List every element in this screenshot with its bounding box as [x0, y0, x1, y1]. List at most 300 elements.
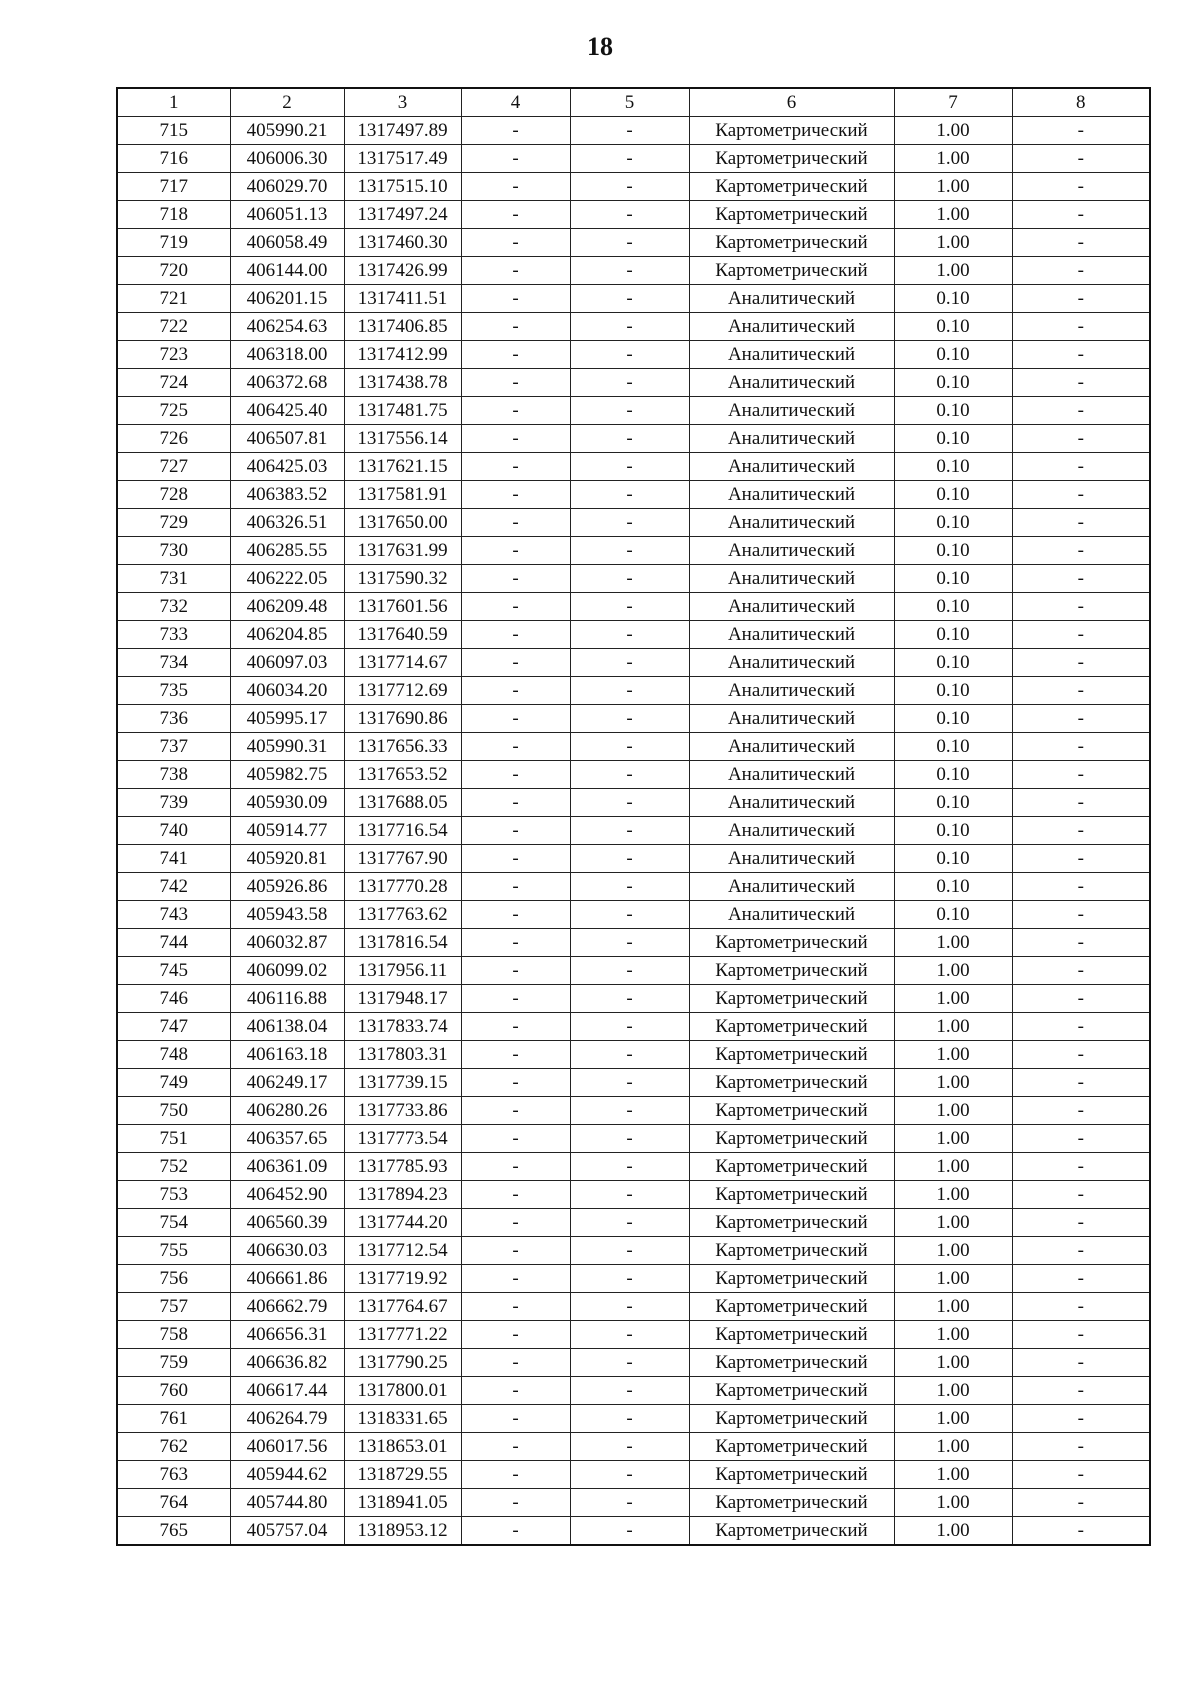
table-row — [117, 1321, 1150, 1349]
method-cell: Аналитический — [689, 817, 894, 845]
col4-cell: - — [461, 201, 570, 229]
x-coordinate-cell: 406099.02 — [230, 957, 344, 985]
col8-cell: - — [1012, 1265, 1150, 1293]
y-coordinate-cell: 1317767.90 — [344, 845, 461, 873]
x-coordinate-cell: 406058.49 — [230, 229, 344, 257]
method-cell: Картометрический — [689, 1181, 894, 1209]
point-number-cell: 729 — [117, 509, 230, 537]
col5-cell: - — [570, 397, 689, 425]
col5-cell: - — [570, 1013, 689, 1041]
col8-cell: - — [1012, 313, 1150, 341]
col8-cell: - — [1012, 901, 1150, 929]
method-cell: Картометрический — [689, 145, 894, 173]
table-row — [117, 761, 1150, 789]
table-row — [117, 1181, 1150, 1209]
y-coordinate-cell: 1317411.51 — [344, 285, 461, 313]
col4-cell: - — [461, 481, 570, 509]
x-coordinate-cell: 406034.20 — [230, 677, 344, 705]
col8-cell: - — [1012, 1461, 1150, 1489]
point-number-cell: 739 — [117, 789, 230, 817]
accuracy-cell: 0.10 — [894, 397, 1012, 425]
x-coordinate-cell: 405995.17 — [230, 705, 344, 733]
y-coordinate-cell: 1317517.49 — [344, 145, 461, 173]
col8-cell: - — [1012, 593, 1150, 621]
method-cell: Аналитический — [689, 733, 894, 761]
col4-cell: - — [461, 1321, 570, 1349]
point-number-cell: 764 — [117, 1489, 230, 1517]
col4-cell: - — [461, 1153, 570, 1181]
point-number-cell: 742 — [117, 873, 230, 901]
col5-cell: - — [570, 1265, 689, 1293]
col4-cell: - — [461, 369, 570, 397]
col4-cell: - — [461, 1181, 570, 1209]
col8-cell: - — [1012, 565, 1150, 593]
x-coordinate-cell: 406425.03 — [230, 453, 344, 481]
y-coordinate-cell: 1318953.12 — [344, 1517, 461, 1546]
method-cell: Картометрический — [689, 1377, 894, 1405]
col5-cell: - — [570, 733, 689, 761]
col4-cell: - — [461, 1461, 570, 1489]
x-coordinate-cell: 406204.85 — [230, 621, 344, 649]
col4-cell: - — [461, 1265, 570, 1293]
table-row — [117, 929, 1150, 957]
table-row — [117, 873, 1150, 901]
y-coordinate-cell: 1317481.75 — [344, 397, 461, 425]
point-number-cell: 727 — [117, 453, 230, 481]
table-row — [117, 285, 1150, 313]
method-cell: Картометрический — [689, 1265, 894, 1293]
point-number-cell: 723 — [117, 341, 230, 369]
x-coordinate-cell: 406138.04 — [230, 1013, 344, 1041]
col4-cell: - — [461, 873, 570, 901]
col5-cell: - — [570, 1125, 689, 1153]
col4-cell: - — [461, 425, 570, 453]
point-number-cell: 738 — [117, 761, 230, 789]
y-coordinate-cell: 1317650.00 — [344, 509, 461, 537]
table-row — [117, 1377, 1150, 1405]
col8-cell: - — [1012, 453, 1150, 481]
y-coordinate-cell: 1317764.67 — [344, 1293, 461, 1321]
col8-cell: - — [1012, 285, 1150, 313]
point-number-cell: 759 — [117, 1349, 230, 1377]
col8-cell: - — [1012, 1013, 1150, 1041]
col4-cell: - — [461, 901, 570, 929]
point-number-cell: 746 — [117, 985, 230, 1013]
point-number-cell: 722 — [117, 313, 230, 341]
point-number-cell: 745 — [117, 957, 230, 985]
method-cell: Аналитический — [689, 425, 894, 453]
col5-cell: - — [570, 313, 689, 341]
y-coordinate-cell: 1317773.54 — [344, 1125, 461, 1153]
point-number-cell: 741 — [117, 845, 230, 873]
method-cell: Аналитический — [689, 313, 894, 341]
col8-cell: - — [1012, 397, 1150, 425]
point-number-cell: 743 — [117, 901, 230, 929]
y-coordinate-cell: 1317688.05 — [344, 789, 461, 817]
col5-cell: - — [570, 1069, 689, 1097]
column-header-6: 6 — [689, 88, 894, 117]
column-header-5: 5 — [570, 88, 689, 117]
col5-cell: - — [570, 649, 689, 677]
col5-cell: - — [570, 1433, 689, 1461]
method-cell: Аналитический — [689, 901, 894, 929]
accuracy-cell: 0.10 — [894, 761, 1012, 789]
col8-cell: - — [1012, 649, 1150, 677]
col5-cell: - — [570, 285, 689, 313]
col4-cell: - — [461, 285, 570, 313]
x-coordinate-cell: 405990.31 — [230, 733, 344, 761]
accuracy-cell: 1.00 — [894, 957, 1012, 985]
table-row — [117, 537, 1150, 565]
x-coordinate-cell: 406163.18 — [230, 1041, 344, 1069]
col4-cell: - — [461, 677, 570, 705]
column-header-1: 1 — [117, 88, 230, 117]
accuracy-cell: 0.10 — [894, 845, 1012, 873]
table-row — [117, 705, 1150, 733]
method-cell: Картометрический — [689, 957, 894, 985]
y-coordinate-cell: 1317601.56 — [344, 593, 461, 621]
col5-cell: - — [570, 845, 689, 873]
point-number-cell: 752 — [117, 1153, 230, 1181]
point-number-cell: 718 — [117, 201, 230, 229]
method-cell: Картометрический — [689, 1069, 894, 1097]
point-number-cell: 720 — [117, 257, 230, 285]
table-row — [117, 1237, 1150, 1265]
y-coordinate-cell: 1317719.92 — [344, 1265, 461, 1293]
point-number-cell: 725 — [117, 397, 230, 425]
table-row — [117, 565, 1150, 593]
col5-cell: - — [570, 1321, 689, 1349]
method-cell: Картометрический — [689, 1517, 894, 1546]
method-cell: Картометрический — [689, 1405, 894, 1433]
x-coordinate-cell: 406361.09 — [230, 1153, 344, 1181]
y-coordinate-cell: 1317590.32 — [344, 565, 461, 593]
col5-cell: - — [570, 1097, 689, 1125]
col4-cell: - — [461, 313, 570, 341]
method-cell: Аналитический — [689, 649, 894, 677]
x-coordinate-cell: 405920.81 — [230, 845, 344, 873]
col4-cell: - — [461, 397, 570, 425]
point-number-cell: 733 — [117, 621, 230, 649]
col8-cell: - — [1012, 789, 1150, 817]
accuracy-cell: 0.10 — [894, 621, 1012, 649]
method-cell: Картометрический — [689, 1097, 894, 1125]
table-row — [117, 985, 1150, 1013]
y-coordinate-cell: 1318729.55 — [344, 1461, 461, 1489]
col4-cell: - — [461, 929, 570, 957]
method-cell: Аналитический — [689, 677, 894, 705]
col8-cell: - — [1012, 1097, 1150, 1125]
col8-cell: - — [1012, 341, 1150, 369]
col5-cell: - — [570, 901, 689, 929]
method-cell: Аналитический — [689, 285, 894, 313]
accuracy-cell: 1.00 — [894, 173, 1012, 201]
method-cell: Картометрический — [689, 1125, 894, 1153]
col8-cell: - — [1012, 817, 1150, 845]
x-coordinate-cell: 405757.04 — [230, 1517, 344, 1546]
y-coordinate-cell: 1317785.93 — [344, 1153, 461, 1181]
method-cell: Картометрический — [689, 1153, 894, 1181]
col4-cell: - — [461, 593, 570, 621]
y-coordinate-cell: 1317712.54 — [344, 1237, 461, 1265]
table-row — [117, 677, 1150, 705]
col5-cell: - — [570, 481, 689, 509]
table-row — [117, 817, 1150, 845]
x-coordinate-cell: 405930.09 — [230, 789, 344, 817]
y-coordinate-cell: 1317733.86 — [344, 1097, 461, 1125]
column-header-7: 7 — [894, 88, 1012, 117]
point-number-cell: 750 — [117, 1097, 230, 1125]
accuracy-cell: 1.00 — [894, 1321, 1012, 1349]
table-row — [117, 1209, 1150, 1237]
point-number-cell: 756 — [117, 1265, 230, 1293]
accuracy-cell: 0.10 — [894, 453, 1012, 481]
x-coordinate-cell: 406318.00 — [230, 341, 344, 369]
table-row — [117, 845, 1150, 873]
method-cell: Аналитический — [689, 481, 894, 509]
col5-cell: - — [570, 453, 689, 481]
col8-cell: - — [1012, 1433, 1150, 1461]
point-number-cell: 735 — [117, 677, 230, 705]
y-coordinate-cell: 1317497.89 — [344, 117, 461, 145]
method-cell: Картометрический — [689, 1433, 894, 1461]
col8-cell: - — [1012, 481, 1150, 509]
accuracy-cell: 0.10 — [894, 565, 1012, 593]
col8-cell: - — [1012, 509, 1150, 537]
col8-cell: - — [1012, 873, 1150, 901]
col4-cell: - — [461, 117, 570, 145]
y-coordinate-cell: 1317656.33 — [344, 733, 461, 761]
y-coordinate-cell: 1317770.28 — [344, 873, 461, 901]
col8-cell: - — [1012, 677, 1150, 705]
col5-cell: - — [570, 985, 689, 1013]
col8-cell: - — [1012, 705, 1150, 733]
y-coordinate-cell: 1317714.67 — [344, 649, 461, 677]
x-coordinate-cell: 405926.86 — [230, 873, 344, 901]
col4-cell: - — [461, 145, 570, 173]
x-coordinate-cell: 406285.55 — [230, 537, 344, 565]
col5-cell: - — [570, 117, 689, 145]
point-number-cell: 719 — [117, 229, 230, 257]
x-coordinate-cell: 406097.03 — [230, 649, 344, 677]
col4-cell: - — [461, 1069, 570, 1097]
col5-cell: - — [570, 789, 689, 817]
method-cell: Аналитический — [689, 761, 894, 789]
x-coordinate-cell: 406383.52 — [230, 481, 344, 509]
y-coordinate-cell: 1317763.62 — [344, 901, 461, 929]
col8-cell: - — [1012, 1405, 1150, 1433]
point-number-cell: 731 — [117, 565, 230, 593]
x-coordinate-cell: 406051.13 — [230, 201, 344, 229]
accuracy-cell: 1.00 — [894, 201, 1012, 229]
x-coordinate-cell: 406662.79 — [230, 1293, 344, 1321]
column-header-4: 4 — [461, 88, 570, 117]
method-cell: Аналитический — [689, 341, 894, 369]
y-coordinate-cell: 1317406.85 — [344, 313, 461, 341]
table-row — [117, 313, 1150, 341]
col4-cell: - — [461, 453, 570, 481]
col8-cell: - — [1012, 229, 1150, 257]
table-row — [117, 733, 1150, 761]
point-number-cell: 747 — [117, 1013, 230, 1041]
col4-cell: - — [461, 733, 570, 761]
table-row — [117, 957, 1150, 985]
y-coordinate-cell: 1317956.11 — [344, 957, 461, 985]
table-row — [117, 1517, 1150, 1546]
table-row — [117, 1041, 1150, 1069]
accuracy-cell: 1.00 — [894, 1153, 1012, 1181]
col5-cell: - — [570, 1181, 689, 1209]
method-cell: Картометрический — [689, 1013, 894, 1041]
col5-cell: - — [570, 1349, 689, 1377]
y-coordinate-cell: 1317948.17 — [344, 985, 461, 1013]
point-number-cell: 716 — [117, 145, 230, 173]
method-cell: Аналитический — [689, 453, 894, 481]
col8-cell: - — [1012, 1181, 1150, 1209]
x-coordinate-cell: 405990.21 — [230, 117, 344, 145]
accuracy-cell: 1.00 — [894, 1237, 1012, 1265]
col4-cell: - — [461, 621, 570, 649]
col8-cell: - — [1012, 929, 1150, 957]
point-number-cell: 755 — [117, 1237, 230, 1265]
col5-cell: - — [570, 1489, 689, 1517]
point-number-cell: 751 — [117, 1125, 230, 1153]
col4-cell: - — [461, 1349, 570, 1377]
x-coordinate-cell: 406630.03 — [230, 1237, 344, 1265]
accuracy-cell: 1.00 — [894, 1013, 1012, 1041]
table-row — [117, 1293, 1150, 1321]
accuracy-cell: 0.10 — [894, 789, 1012, 817]
col8-cell: - — [1012, 537, 1150, 565]
col4-cell: - — [461, 845, 570, 873]
y-coordinate-cell: 1317581.91 — [344, 481, 461, 509]
accuracy-cell: 1.00 — [894, 1377, 1012, 1405]
col5-cell: - — [570, 929, 689, 957]
y-coordinate-cell: 1317716.54 — [344, 817, 461, 845]
x-coordinate-cell: 406144.00 — [230, 257, 344, 285]
col8-cell: - — [1012, 1209, 1150, 1237]
col5-cell: - — [570, 369, 689, 397]
col4-cell: - — [461, 1293, 570, 1321]
x-coordinate-cell: 406656.31 — [230, 1321, 344, 1349]
table-row — [117, 173, 1150, 201]
col5-cell: - — [570, 1237, 689, 1265]
method-cell: Аналитический — [689, 873, 894, 901]
y-coordinate-cell: 1317744.20 — [344, 1209, 461, 1237]
col5-cell: - — [570, 509, 689, 537]
y-coordinate-cell: 1317515.10 — [344, 173, 461, 201]
point-number-cell: 758 — [117, 1321, 230, 1349]
col8-cell: - — [1012, 425, 1150, 453]
accuracy-cell: 0.10 — [894, 873, 1012, 901]
accuracy-cell: 0.10 — [894, 901, 1012, 929]
col4-cell: - — [461, 229, 570, 257]
point-number-cell: 721 — [117, 285, 230, 313]
column-header-8: 8 — [1012, 88, 1150, 117]
col4-cell: - — [461, 1237, 570, 1265]
accuracy-cell: 1.00 — [894, 1461, 1012, 1489]
x-coordinate-cell: 406116.88 — [230, 985, 344, 1013]
accuracy-cell: 1.00 — [894, 257, 1012, 285]
accuracy-cell: 1.00 — [894, 985, 1012, 1013]
x-coordinate-cell: 406264.79 — [230, 1405, 344, 1433]
y-coordinate-cell: 1317790.25 — [344, 1349, 461, 1377]
y-coordinate-cell: 1317412.99 — [344, 341, 461, 369]
col5-cell: - — [570, 201, 689, 229]
y-coordinate-cell: 1317816.54 — [344, 929, 461, 957]
col5-cell: - — [570, 1293, 689, 1321]
table-row — [117, 509, 1150, 537]
col4-cell: - — [461, 817, 570, 845]
col5-cell: - — [570, 705, 689, 733]
accuracy-cell: 1.00 — [894, 1293, 1012, 1321]
col5-cell: - — [570, 677, 689, 705]
table-row — [117, 453, 1150, 481]
col4-cell: - — [461, 761, 570, 789]
accuracy-cell: 1.00 — [894, 229, 1012, 257]
point-number-cell: 724 — [117, 369, 230, 397]
table-row — [117, 341, 1150, 369]
accuracy-cell: 0.10 — [894, 369, 1012, 397]
col5-cell: - — [570, 565, 689, 593]
y-coordinate-cell: 1317556.14 — [344, 425, 461, 453]
x-coordinate-cell: 406222.05 — [230, 565, 344, 593]
y-coordinate-cell: 1317690.86 — [344, 705, 461, 733]
table-row — [117, 1153, 1150, 1181]
table-row — [117, 1349, 1150, 1377]
y-coordinate-cell: 1317739.15 — [344, 1069, 461, 1097]
accuracy-cell: 0.10 — [894, 649, 1012, 677]
x-coordinate-cell: 406357.65 — [230, 1125, 344, 1153]
method-cell: Картометрический — [689, 257, 894, 285]
x-coordinate-cell: 406209.48 — [230, 593, 344, 621]
x-coordinate-cell: 405943.58 — [230, 901, 344, 929]
x-coordinate-cell: 406661.86 — [230, 1265, 344, 1293]
col5-cell: - — [570, 1461, 689, 1489]
col4-cell: - — [461, 1097, 570, 1125]
col5-cell: - — [570, 173, 689, 201]
col5-cell: - — [570, 817, 689, 845]
col5-cell: - — [570, 1517, 689, 1546]
table-row — [117, 397, 1150, 425]
col4-cell: - — [461, 257, 570, 285]
col8-cell: - — [1012, 621, 1150, 649]
x-coordinate-cell: 406006.30 — [230, 145, 344, 173]
table-row — [117, 1405, 1150, 1433]
x-coordinate-cell: 406372.68 — [230, 369, 344, 397]
method-cell: Картометрический — [689, 1209, 894, 1237]
table-row — [117, 901, 1150, 929]
col8-cell: - — [1012, 1349, 1150, 1377]
col5-cell: - — [570, 621, 689, 649]
x-coordinate-cell: 406254.63 — [230, 313, 344, 341]
col8-cell: - — [1012, 1321, 1150, 1349]
y-coordinate-cell: 1317621.15 — [344, 453, 461, 481]
page-number: 18 — [587, 32, 613, 61]
x-coordinate-cell: 406452.90 — [230, 1181, 344, 1209]
col8-cell: - — [1012, 117, 1150, 145]
y-coordinate-cell: 1317426.99 — [344, 257, 461, 285]
point-number-cell: 732 — [117, 593, 230, 621]
table-row — [117, 201, 1150, 229]
point-number-cell: 753 — [117, 1181, 230, 1209]
table-row — [117, 1125, 1150, 1153]
y-coordinate-cell: 1317833.74 — [344, 1013, 461, 1041]
method-cell: Картометрический — [689, 1237, 894, 1265]
x-coordinate-cell: 406029.70 — [230, 173, 344, 201]
col4-cell: - — [461, 1489, 570, 1517]
method-cell: Аналитический — [689, 705, 894, 733]
